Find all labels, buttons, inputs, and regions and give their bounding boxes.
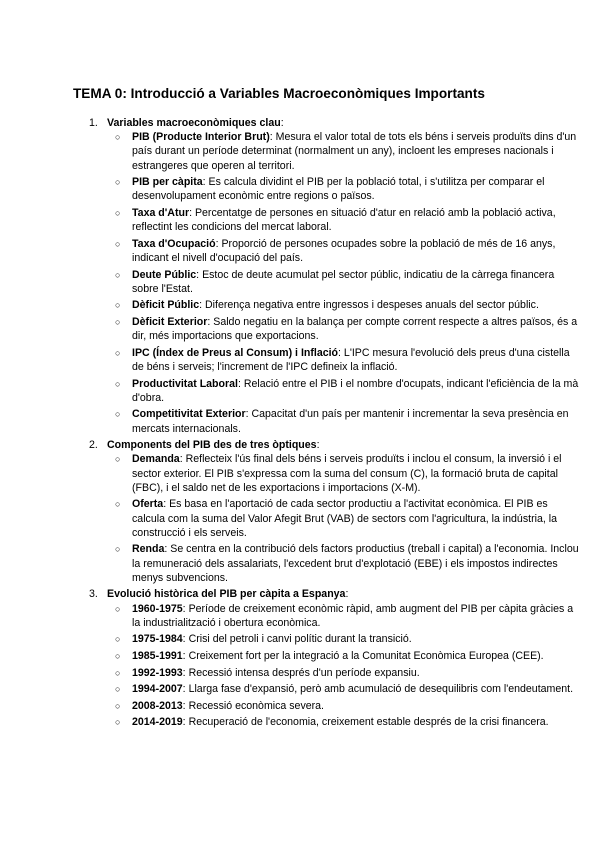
item-term: Dèficit Públic [132,299,200,312]
list-item: ○ 1994-2007: Llarga fase d'expansió, però amb acumulació de desequilibris com l'endeutament. [115,683,574,696]
circle-bullet-icon: ○ [115,409,121,420]
item-term: IPC (Índex de Preus al Consum) i Inflació [132,346,339,359]
list-item: ○ Competitivitat Exterior: Capacitat d'un país per mantenir i incrementar la seva presència en mercats internacionals. [115,408,569,435]
item-text: Recessió econòmica severa. [188,699,324,712]
item-text: Recuperació de l'economia, creixement estable després de la crisi financera. [188,716,549,729]
section-heading-text: Variables macroeconòmiques clau [107,117,281,129]
item-term: Renda [132,543,165,556]
circle-bullet-icon: ○ [115,378,121,389]
section-heading: 2. Components del PIB des de tres òptiques: [89,439,320,452]
list-item: ○ 2008-2013: Recessió econòmica severa. [115,699,324,712]
item-text: Capacitat d'un país per mantenir i incrementar la seva presència en mercats internacionals. [132,408,569,435]
item-text: Període de creixement econòmic ràpid, amb augment del PIB per càpita gràcies a la industrialització i obertura econòmica. [132,602,574,629]
item-term: 2014-2019 [132,716,183,729]
list-item: ○ PIB (Producte Interior Brut): Mesura el valor total de tots els béns i serveis produïts dins d'un país durant un període determinat (normalment un any), incloent les empreses nacionals i estrangeres que operen al territori. [115,131,577,172]
item-text: Creixement fort per la integració a la Comunitat Econòmica Europea (CEE). [188,649,544,662]
list-item: ○ 1985-1991: Creixement fort per la integració a la Comunitat Econòmica Europea (CEE). [115,649,544,662]
item-text: Llarga fase d'expansió, però amb acumulació de desequilibris com l'endeutament. [188,683,574,696]
circle-bullet-icon: ○ [115,238,121,249]
list-item: ○ PIB per càpita: Es calcula dividint el PIB per la població total, i s'utilitza per comparar el desenvolupament econòmic entre regions o països. [115,176,545,203]
item-text: Reflecteix l'ús final dels béns i serveis produïts i inclou el consum, la inversió i el sector exterior. El PIB s'expressa com la suma del consum (C), la formació bruta de capital (FBC), i el saldo net de les exportacions i importacions (X-M). [132,453,562,494]
list-item: ○ Dèficit Públic: Diferença negativa entre ingressos i despeses anuals del sector públic. [115,299,539,312]
list-item: ○ 1960-1975: Període de creixement econòmic ràpid, amb augment del PIB per càpita gràcies a la industrialització i obertura econòmica. [115,602,574,629]
section-1 [73,116,580,436]
item-term: 1992-1993 [132,666,183,679]
item-term: Productivitat Laboral [132,377,238,390]
section-heading-text: Evolució històrica del PIB per càpita a Espanya [107,588,346,601]
item-term: Taxa d'Ocupació [132,237,216,250]
document-title: TEMA 0: Introducció a Variables Macroeconòmiques Importants [73,86,485,101]
list-item: ○ Demanda: Reflecteix l'ús final dels béns i serveis produïts i inclou el consum, la inversió i el sector exterior. El PIB s'expressa com la suma del consum (C), la formació bruta de capital (FBC), i el saldo net de les exportacions i importacions (X-M). [115,453,562,494]
circle-bullet-icon: ○ [115,300,121,311]
list-item: ○ Productivitat Laboral: Relació entre el PIB i el nombre d'ocupats, indicant l'eficiència de la mà d'obra. [115,377,579,404]
section-number: 1. [89,117,98,129]
section-heading-text: Components del PIB des de tres òptiques [107,439,317,452]
item-text: Se centra en la contribució dels factors productius (treball i capital) a l'economia. Inclou la remuneració dels assalariats, l'excedent brut d'explotació (EBE) i els impostos indirectes menys subvencions. [132,543,579,584]
item-term: Competitivitat Exterior [132,408,246,421]
item-term: 1960-1975 [132,602,183,615]
item-text: Percentatge de persones en situació d'atur en relació amb la població activa, reflectint les condicions del mercat laboral. [132,207,556,234]
circle-bullet-icon: ○ [115,684,121,695]
item-term: Demanda [132,453,180,466]
circle-bullet-icon: ○ [115,454,121,465]
list-item: ○ 2014-2019: Recuperació de l'economia, creixement estable després de la crisi financera. [115,716,549,729]
item-text: Recessió intensa després d'un període expansiu. [188,666,420,679]
list-item: ○ IPC (Índex de Preus al Consum) i Inflació: L'IPC mesura l'evolució dels preus d'una cistella de béns i serveis; l'increment de l'IPC defineix la inflació. [115,346,570,373]
section-heading: 1. Variables macroeconòmiques clau: [89,117,284,129]
circle-bullet-icon: ○ [115,700,121,711]
circle-bullet-icon: ○ [115,499,121,510]
list-item: ○ 1992-1993: Recessió intensa després d'un període expansiu. [115,666,420,679]
item-term: 1985-1991 [132,649,183,662]
list-item: ○ 1975-1984: Crisi del petroli i canvi polític durant la transició. [115,633,412,646]
list-item: ○ Deute Públic: Estoc de deute acumulat pel sector públic, indicatiu de la càrrega financera sobre l'Estat. [115,268,555,295]
list-item: ○ Renda: Se centra en la contribució dels factors productius (treball i capital) a l'economia. Inclou la remuneració dels assalariats, l'excedent brut d'explotació (EBE) i els impostos indirectes menys subvencions. [115,543,579,584]
item-text: Saldo negatiu en la balança per compte corrent respecte a altres països, és a dir, més importacions que exportacions. [132,315,578,343]
item-term: Taxa d'Atur [132,207,190,219]
circle-bullet-icon: ○ [115,717,121,728]
item-term: Dèficit Exterior [132,315,208,328]
circle-bullet-icon: ○ [115,208,121,218]
section-heading: 3. Evolució històrica del PIB per càpita a Espanya: [89,588,349,601]
item-text: Crisi del petroli i canvi polític durant la transició. [188,633,412,646]
circle-bullet-icon: ○ [115,634,121,645]
circle-bullet-icon: ○ [115,269,121,280]
circle-bullet-icon: ○ [115,667,121,678]
section-items [73,452,580,585]
circle-bullet-icon: ○ [115,544,121,555]
circle-bullet-icon: ○ [115,316,121,327]
section-items [73,602,580,730]
section-2 [73,438,580,585]
list-item: ○ Oferta: Es basa en l'aportació de cada sector productiu a l'activitat econòmica. El PIB es calcula com la suma del Valor Afegit Brut (VAB) de sectors com l'agricultura, la indústria, la construcció i els serveis. [115,498,557,539]
circle-bullet-icon: ○ [115,603,121,614]
item-text: Estoc de deute acumulat pel sector públic, indicatiu de la càrrega financera sobre l'Estat. [132,268,555,295]
circle-bullet-icon: ○ [115,650,121,661]
section-number: 3. [89,588,98,601]
section-number: 2. [89,439,98,452]
item-text: Relació entre el PIB i el nombre d'ocupats, indicant l'eficiència de la mà d'obra. [132,377,579,404]
circle-bullet-icon: ○ [115,347,121,358]
section-items [73,130,580,436]
circle-bullet-icon: ○ [115,177,121,188]
list-item: ○ Taxa d'Atur: Percentatge de persones en situació d'atur en relació amb la població activa, reflectint les condicions del mercat laboral. [115,207,556,234]
list-item: ○ Dèficit Exterior: Saldo negatiu en la balança per compte corrent respecte a altres països, és a dir, més importacions que exportacions. [115,315,578,343]
item-text: L'IPC mesura l'evolució dels preus d'una cistella de béns i serveis; l'increment de l'IPC defineix la inflació. [132,346,570,373]
item-text: Es calcula dividint el PIB per la població total, i s'utilitza per comparar el desenvolupament econòmic entre regions o països. [132,176,545,203]
item-term: PIB (Producte Interior Brut) [132,131,270,144]
item-term: 2008-2013 [132,699,183,712]
circle-bullet-icon: ○ [115,132,121,143]
item-term: PIB per càpita [132,176,203,189]
list-item: ○ Taxa d'Ocupació: Proporció de persones ocupades sobre la població de més de 16 anys, indicant el nivell d'ocupació del país. [115,237,556,264]
item-term: 1975-1984 [132,633,183,646]
item-term: 1994-2007 [132,683,183,696]
item-text: Es basa en l'aportació de cada sector productiu a l'activitat econòmica. El PIB es calcula com la suma del Valor Afegit Brut (VAB) de sectors com l'agricultura, la indústria, la construcció i els serveis. [132,498,557,539]
item-text: Diferença negativa entre ingressos i despeses anuals del sector públic. [205,299,539,312]
item-term: Deute Públic [132,268,197,281]
item-text: Proporció de persones ocupades sobre la població de més de 16 anys, indicant el nivell d'ocupació del país. [132,237,556,264]
item-term: Oferta [132,498,164,511]
main-list [73,116,580,730]
item-text: Mesura el valor total de tots els béns i serveis produïts dins d'un país durant un període determinat (normalment un any), incloent les empreses nacionals i estrangeres que operen al territori. [132,131,577,172]
section-3 [73,587,580,729]
